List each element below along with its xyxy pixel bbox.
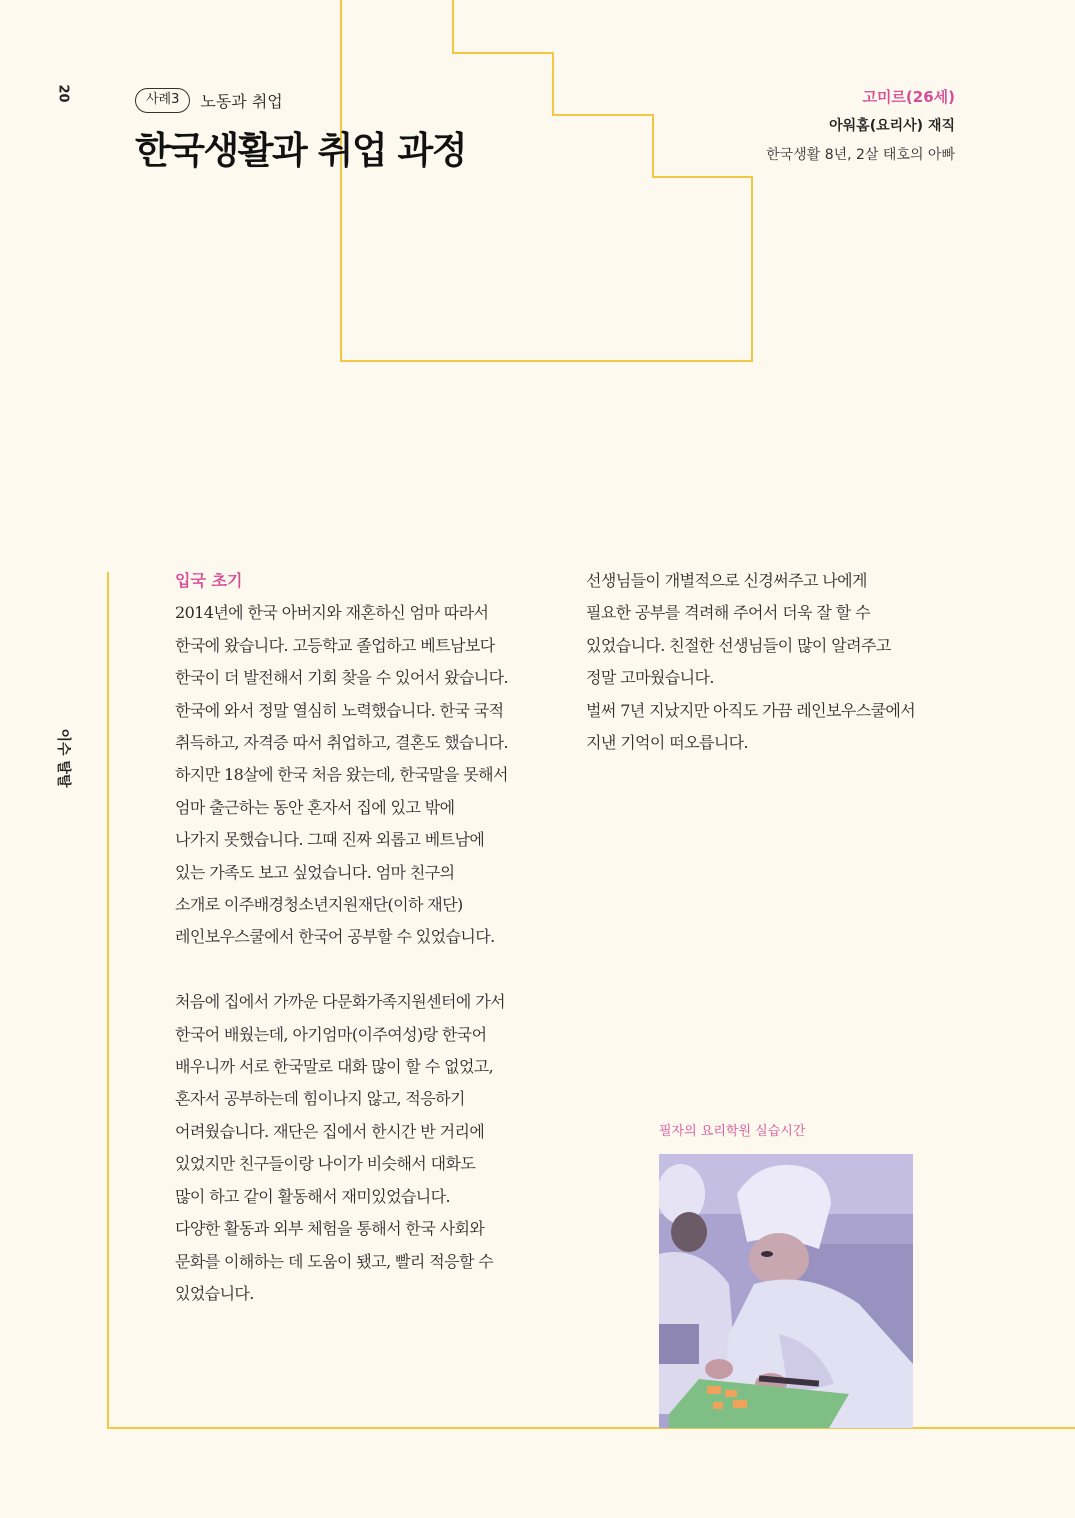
chef-illustration (659, 1154, 913, 1428)
text-line: 있었습니다. 친절한 선생님들이 많이 알려주고 (586, 635, 891, 655)
text-line: 2014년에 한국 아버지와 재혼하신 엄마 따라서 (175, 603, 489, 623)
case-topic: 노동과 취업 (200, 92, 283, 111)
deco-line (552, 114, 654, 116)
author-job: 아워홈(요리사) 재직 (829, 118, 955, 134)
side-title: 이수 탈탈 (55, 728, 71, 788)
photo-caption: 필자의 요리학원 실습시간 (659, 1124, 806, 1139)
text-line: 문화를 이해하는 데 도움이 됐고, 빨리 적응할 수 (175, 1251, 494, 1271)
deco-line (340, 0, 342, 362)
cooking-class-photo (659, 1154, 913, 1428)
text-line: 지낸 기억이 떠오릅니다. (586, 733, 749, 753)
text-line: 취득하고, 자격증 따서 취업하고, 결혼도 했습니다. (175, 733, 509, 753)
text-line: 다양한 활동과 외부 체험을 통해서 한국 사회와 (175, 1219, 485, 1239)
text-line: 있었지만 친구들이랑 나이가 비슷해서 대화도 (175, 1154, 476, 1174)
text-line: 나가지 못했습니다. 그때 진짜 외롭고 베트남에 (175, 830, 485, 850)
deco-line (652, 176, 753, 178)
left-column (175, 565, 508, 1310)
text-line: 있었습니다. (175, 1283, 254, 1303)
text-line: 레인보우스쿨에서 한국어 공부할 수 있었습니다. (175, 927, 495, 947)
right-column (586, 565, 915, 759)
case-badge: 사례3 (135, 88, 190, 113)
text-line: 벌써 7년 지났지만 아직도 가끔 레인보우스쿨에서 (586, 700, 916, 720)
text-line: 소개로 이주배경청소년지원재단(이하 재단) (175, 895, 463, 915)
paragraph-gap (175, 954, 508, 986)
section-heading: 입국 초기 (175, 571, 243, 590)
frame-line-left (107, 572, 109, 1429)
text-line: 많이 하고 같이 활동해서 재미있었습니다. (175, 1186, 450, 1206)
author-desc: 한국생활 8년, 2살 태호의 아빠 (766, 147, 955, 163)
text-line: 선생님들이 개별적으로 신경써주고 나에게 (586, 571, 867, 590)
text-line: 한국에 와서 정말 열심히 노력했습니다. 한국 국적 (175, 700, 504, 720)
text-line: 한국어 배웠는데, 아기엄마(이주여성)랑 한국어 (175, 1024, 487, 1044)
text-line: 혼자서 공부하는데 힘이나지 않고, 적응하기 (175, 1089, 465, 1109)
page-title: 한국생활과 취업 과정 (135, 129, 466, 172)
text-line: 어려웠습니다. 재단은 집에서 한시간 반 거리에 (175, 1121, 485, 1141)
deco-line (340, 360, 752, 362)
text-line: 한국이 더 발전해서 기회 찾을 수 있어서 왔습니다. (175, 668, 509, 688)
text-line: 있는 가족도 보고 싶었습니다. 엄마 친구의 (175, 862, 455, 882)
author-name: 고미르(26세) (862, 88, 955, 106)
text-line: 한국에 왔습니다. 고등학교 졸업하고 베트남보다 (175, 635, 495, 655)
author-info (766, 86, 955, 166)
deco-line (452, 0, 454, 54)
deco-line (552, 52, 554, 116)
deco-line (652, 114, 654, 178)
text-line: 필요한 공부를 격려해 주어서 더욱 잘 할 수 (586, 603, 870, 623)
deco-line (751, 176, 753, 362)
text-line: 배우니까 서로 한국말로 대화 많이 할 수 없었고, (175, 1057, 494, 1077)
text-line: 처음에 집에서 가까운 다문화가족지원센터에 가서 (175, 992, 505, 1012)
frame-line-bottom (107, 1427, 1075, 1429)
text-line: 하지만 18살에 한국 처음 왔는데, 한국말을 못해서 (175, 765, 508, 785)
page-number: 20 (55, 84, 71, 103)
text-line: 정말 고마웠습니다. (586, 668, 714, 688)
deco-line (452, 52, 554, 54)
text-line: 엄마 출근하는 동안 혼자서 집에 있고 밖에 (175, 797, 455, 817)
case-row (135, 88, 283, 113)
